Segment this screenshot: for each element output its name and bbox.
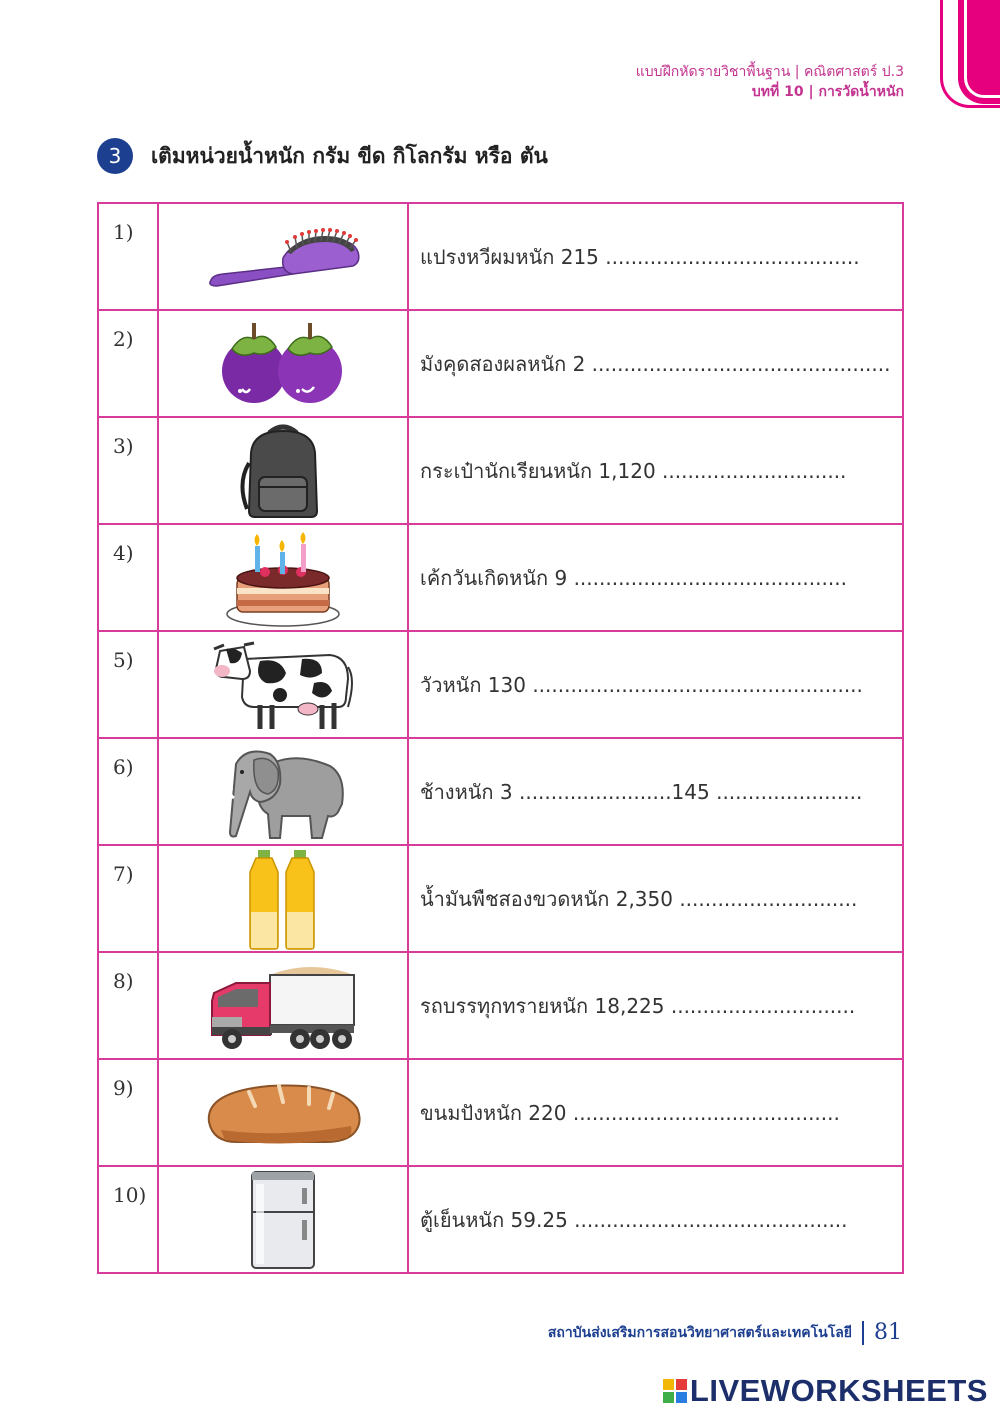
- item-statement: ตู้เย็นหนัก 59.25 ...........................................: [408, 1166, 903, 1273]
- item-number: 2): [113, 327, 134, 351]
- item-number: 1): [113, 220, 134, 244]
- item-number: 7): [113, 862, 134, 886]
- chapter-line: บทที่ 10 | การวัดน้ำหนัก: [751, 84, 904, 100]
- brand-name: LIVEWORKSHEETS: [689, 1373, 988, 1408]
- item-statement: ช้างหนัก 3 ........................145 .......................: [408, 738, 903, 845]
- question-number-badge: 3: [97, 138, 133, 174]
- item-statement: แปรงหวีผมหนัก 215 ........................................: [408, 203, 903, 310]
- item-statement: วัวหนัก 130 ....................................................: [408, 631, 903, 738]
- item-number: 9): [113, 1076, 134, 1100]
- corner-tab: [958, 0, 1000, 104]
- item-number: 10): [113, 1183, 147, 1207]
- item-number: 5): [113, 648, 134, 672]
- table-row: [98, 1166, 903, 1273]
- page-number: 81: [874, 1320, 902, 1345]
- item-number: 3): [113, 434, 134, 458]
- item-statement: มังคุดสองผลหนัก 2 ...............................................: [408, 310, 903, 417]
- item-number: 8): [113, 969, 134, 993]
- backpack-icon: [233, 423, 333, 519]
- refrigerator-icon: [248, 1170, 318, 1270]
- exercise-table: [97, 202, 904, 1274]
- item-statement: เค้กวันเกิดหนัก 9 ...........................................: [408, 524, 903, 631]
- table-row: [98, 417, 903, 524]
- table-row: [98, 524, 903, 631]
- question-heading: [97, 138, 548, 174]
- page-footer: [548, 1320, 902, 1345]
- item-number: 4): [113, 541, 134, 565]
- table-row: [98, 845, 903, 952]
- footer-divider: [862, 1321, 864, 1345]
- oil-bottles-icon: [248, 848, 318, 950]
- item-statement: ขนมปังหนัก 220 ..........................................: [408, 1059, 903, 1166]
- bread-icon: [203, 1078, 363, 1148]
- item-statement: รถบรรทุกทรายหนัก 18,225 .............................: [408, 952, 903, 1059]
- item-statement: กระเป๋านักเรียนหนัก 1,120 .............................: [408, 417, 903, 524]
- item-number: 6): [113, 755, 134, 779]
- item-statement: น้ำมันพืชสองขวดหนัก 2,350 ............................: [408, 845, 903, 952]
- truck-icon: [208, 961, 358, 1051]
- table-row: [98, 310, 903, 417]
- table-row: [98, 738, 903, 845]
- birthday-cake-icon: [225, 528, 341, 628]
- table-row: [98, 203, 903, 310]
- mangosteen-icon: [218, 319, 348, 409]
- elephant-icon: [218, 742, 348, 842]
- cow-icon: [210, 637, 356, 733]
- table-row: [98, 952, 903, 1059]
- table-row: [98, 631, 903, 738]
- liveworksheets-brand: [663, 1373, 988, 1409]
- liveworksheets-logo-icon: [663, 1379, 687, 1403]
- institute-name: สถาบันส่งเสริมการสอนวิทยาศาสตร์และเทคโนโลยี: [547, 1324, 852, 1341]
- hairbrush-icon: [203, 222, 363, 292]
- subject-line: แบบฝึกหัดรายวิชาพื้นฐาน | คณิตศาสตร์ ป.3: [635, 64, 904, 80]
- page-header: [636, 62, 904, 102]
- table-row: [98, 1059, 903, 1166]
- question-instruction: เติมหน่วยน้ำหนัก กรัม ขีด กิโลกรัม หรือ ตัน: [151, 143, 548, 168]
